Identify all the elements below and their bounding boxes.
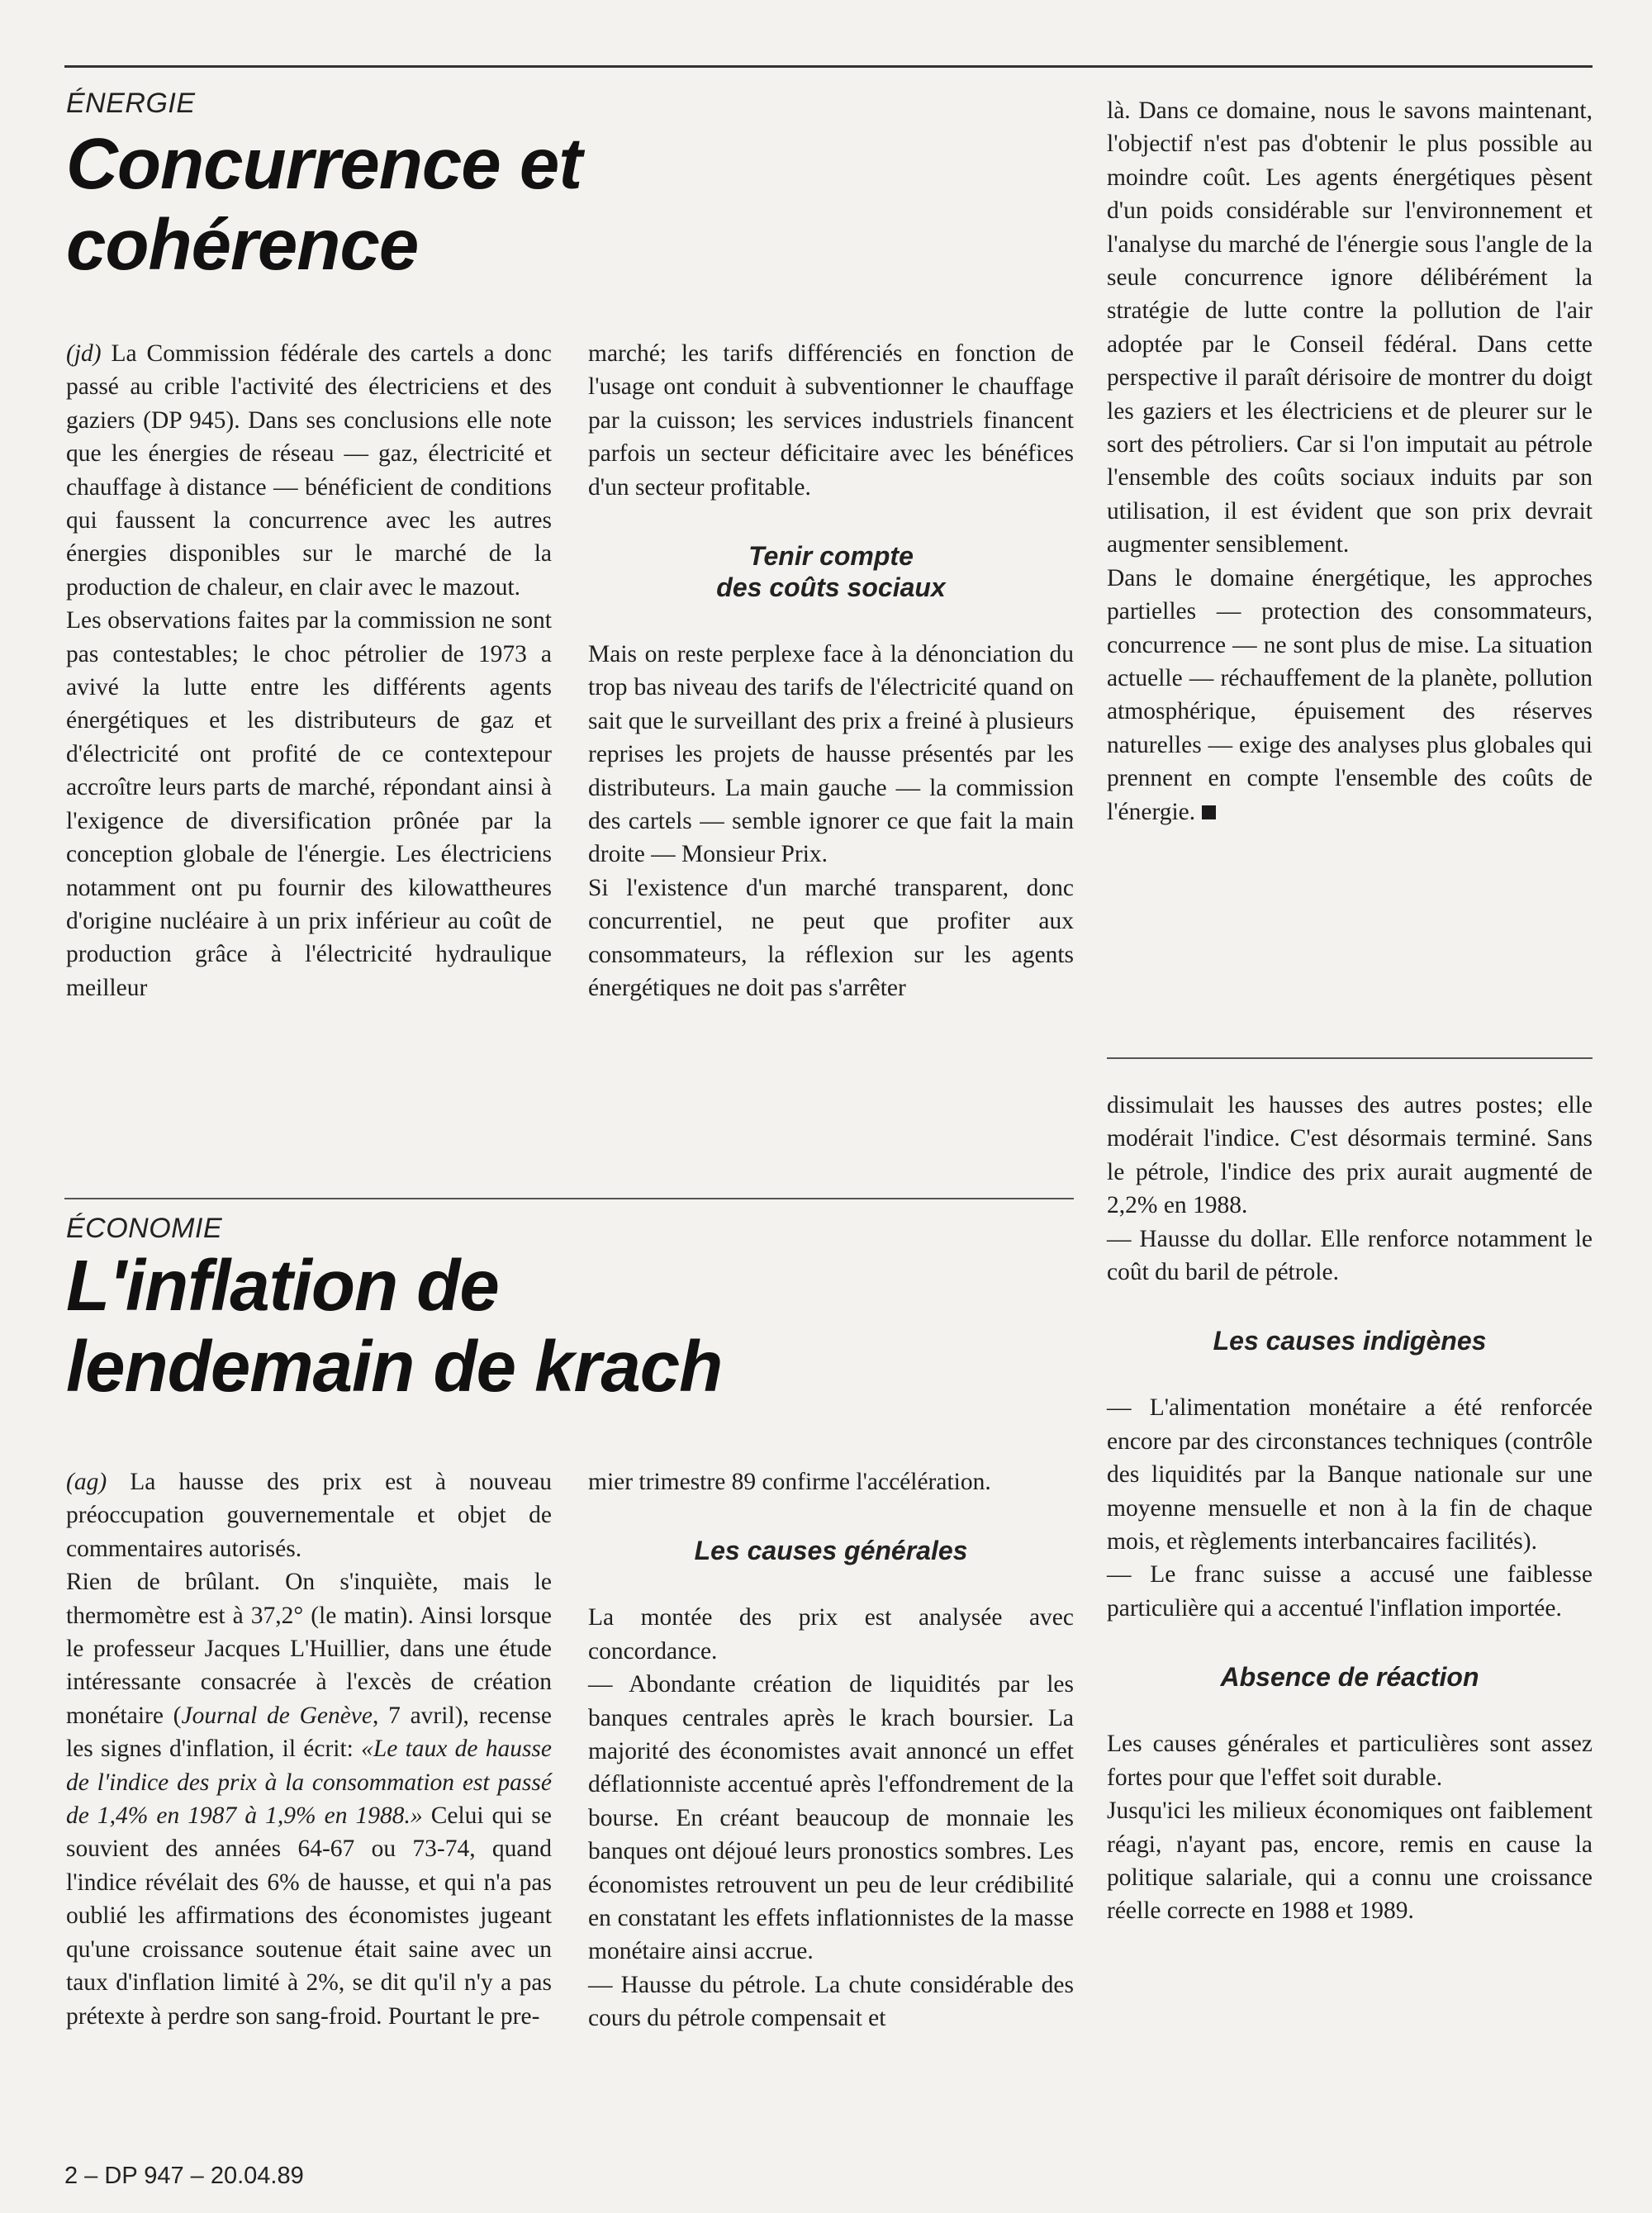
end-of-article-mark — [1202, 805, 1216, 819]
byline: (jd) — [66, 340, 102, 367]
article1-column-3 — [1107, 94, 1593, 829]
journal-title: Journal de Genève — [181, 1702, 373, 1729]
article2-col3-paragraph: — L'alimentation monétaire a été renforcée encore par des circonstances techniques (contrôle des liquidités par la Banque nationale sur une moyenne mensuelle et non à la fin de chaque mois, et règlements interbancaires facilités). — [1107, 1394, 1593, 1555]
article2-title-line1: L'inflation de — [66, 1246, 499, 1326]
article2-col1-paragraph: Rien de brûlant. On s'inquiète, mais le thermomètre est à 37,2° (le matin). Ainsi lorsque le professeur Jacques L'Huillier, dans une étude intéressante consacrée à l'excès de création monétaire (Journal de Genève, 7 avril), recense les signes d'inflation, il écrit: «Le taux de hausse de l'indice des prix à la consommation est passé de 1,4% en 1987 à 1,9% en 1988.» Celui qui se souvient des années 64-67 ou 73-74, quand l'indice révélait des 6% de hausse, et qui n'a pas oublié les affirmations des économistes jugeant qu'une croissance soutenue était saine avec un taux d'inflation limité à 2%, se dit qu'il n'y a pas prétexte à perdre son sang-froid. Pourtant le pre- — [66, 1569, 552, 2030]
subhead-causes-generales: Les causes générales — [694, 1536, 968, 1566]
article2-col3-paragraph: dissimulait les hausses des autres postes; elle modérait l'indice. C'est désormais terminé. Sans le pétrole, l'indice des prix aurait augmenté de 2,2% en 1988. — [1107, 1092, 1593, 1219]
article1-kicker: ÉNERGIE — [66, 88, 196, 119]
article1-title-line2: cohérence — [66, 205, 419, 285]
article2-title-line2: lendemain de krach — [66, 1327, 723, 1407]
subhead-couts-sociaux: Tenir compte des coûts sociaux — [716, 541, 946, 603]
top-rule — [64, 65, 1593, 68]
article1-title — [66, 124, 582, 286]
column3-separator-rule — [1107, 1057, 1593, 1059]
quotation: «Le taux de hausse de l'indice des prix à la consommation est passé de 1,4% en 1987 à 1,9% en 1988.» — [66, 1736, 552, 1830]
article1-col2-paragraph: marché; les tarifs différenciés en fonction de l'usage ont conduit à subventionner le chauffage par la cuisson; les services industriels financent parfois un secteur déficitaire avec les bénéfices d'un secteur profitable. — [588, 340, 1074, 501]
subhead-absence-reaction: Absence de réaction — [1220, 1662, 1479, 1693]
article2-col3-paragraph: Jusqu'ici les milieux économiques ont faiblement réagi, n'ayant pas, encore, remis en cause la politique salariale, qui a connu une croissance réelle correcte en 1988 et 1989. — [1107, 1797, 1593, 1925]
article2-col3-paragraph: Les causes générales et particulières sont assez fortes pour que l'effet soit durable. — [1107, 1731, 1593, 1791]
article2-kicker: ÉCONOMIE — [66, 1213, 223, 1244]
article2-col3-paragraph: — Hausse du dollar. Elle renforce notamment le coût du baril de pétrole. — [1107, 1225, 1593, 1286]
article1-title-line1: Concurrence et — [66, 124, 582, 204]
article1-col3-paragraph: là. Dans ce domaine, nous le savons maintenant, l'objectif n'est pas d'obtenir le plus possible au moindre coût. Les agents énergétiques pèsent d'un poids considérable sur l'environnement et l'analyse du marché de l'énergie sous l'angle de la seule concurrence ignore délibérément la stratégie de lutte contre la pollution de l'air adoptée par le Conseil fédéral. Dans cette perspective il paraît dérisoire de montrer du doigt les gaziers et les électriciens et de pleurer sur le sort des pétroliers. Car si l'on imputait au pétrole l'ensemble des coûts sociaux induits par son utilisation, il est évident que son prix devrait augmenter sensiblement. — [1107, 97, 1593, 558]
article-separator-rule — [64, 1198, 1074, 1199]
article2-col3-paragraph: — Le franc suisse a accusé une faiblesse particulière qui a accentué l'inflation importée. — [1107, 1561, 1593, 1622]
article2-col2-paragraph: — Hausse du pétrole. La chute considérable des cours du pétrole compensait et — [588, 1971, 1074, 2032]
article2-column-2 — [588, 1465, 1074, 2035]
article2-col2-paragraph: — Abondante création de liquidités par les banques centrales après le krach boursier. La majorité des économistes avait annoncé un effet déflationniste accentué après l'effondrement de la bourse. En créant beaucoup de monnaie les banques ont déjoué leurs pronostics sombres. Les économistes retrouvent un peu de leur crédibilité en constatant les effets inflationnistes de la masse monétaire ainsi accrue. — [588, 1671, 1074, 1965]
article2-col1-paragraph: (ag) La hausse des prix est à nouveau préoccupation gouvernementale et objet de commentaires autorisés. — [66, 1469, 552, 1562]
article1-column-1 — [66, 337, 552, 1004]
subhead-causes-indigenes: Les causes indigènes — [1213, 1326, 1487, 1356]
article2-column-1 — [66, 1465, 552, 2033]
article1-col1-paragraph: (jd) La Commission fédérale des cartels a donc passé au crible l'activité des électriciens et des gaziers (DP 945). Dans ses conclusions elle note que les énergies de réseau — gaz, électricité et chauffage à distance — bénéficient de conditions qui faussent la concurrence avec les autres énergies disponibles sur le marché de la production de chaleur, en clair avec le mazout. — [66, 340, 552, 601]
article1-col3-paragraph: Dans le domaine énergétique, les approches partielles — protection des consommateurs, concurrence — ne sont plus de mise. La situation actuelle — réchauffement de la planète, pollution atmosphérique, épuisement des réserves naturelles — exige des analyses plus globales qui prennent en compte l'ensemble des coûts de l'énergie. — [1107, 564, 1593, 825]
article1-col2-paragraph: Mais on reste perplexe face à la dénonciation du trop bas niveau des tarifs de l'électricité quand on sait que le surveillant des prix a freiné à plusieurs reprises les projets de hausse présentés par les distributeurs. La main gauche — la commission des cartels — semble ignorer ce que fait la main droite — Monsieur Prix. — [588, 641, 1074, 868]
article1-column-2 — [588, 337, 1074, 1005]
article1-col2-paragraph: Si l'existence d'un marché transparent, donc concurrentiel, ne peut que profiter aux consommateurs, la réflexion sur les agents énergétiques ne doit pas s'arrêter — [588, 874, 1074, 1002]
article2-col2-paragraph: mier trimestre 89 confirme l'accélération. — [588, 1469, 991, 1495]
article2-column-3 — [1107, 1089, 1593, 1928]
page-footer: 2 – DP 947 – 20.04.89 — [64, 2163, 304, 2189]
article2-col2-paragraph: La montée des prix est analysée avec concordance. — [588, 1604, 1074, 1664]
article1-col1-paragraph: Les observations faites par la commission ne sont pas contestables; le choc pétrolier de 1973 a avivé la lutte entre les différents agents énergétiques et les distributeurs de gaz et d'électricité ont profité de ce contextepour accroître leurs parts de marché, répondant ainsi à l'exigence de diversification prônée par la conception globale de l'énergie. Les électriciens notamment ont pu fournir des kilowattheures d'origine nucléaire à un prix inférieur au coût de production grâce à l'électricité hydraulique meilleur — [66, 607, 552, 1001]
article2-title — [66, 1246, 722, 1408]
byline: (ag) — [66, 1469, 107, 1495]
